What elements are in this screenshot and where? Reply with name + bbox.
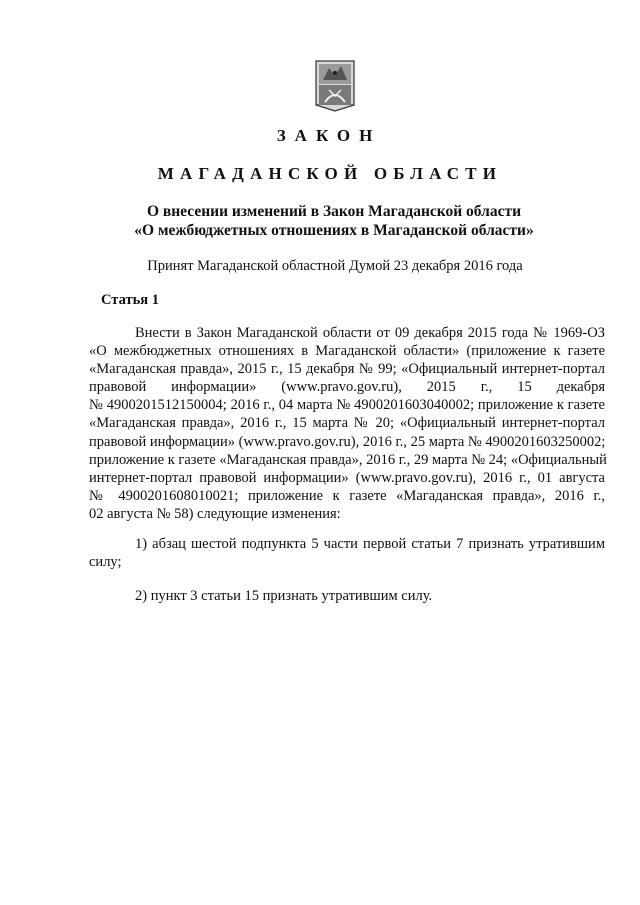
body-line: приложение к газете «Магаданская правда», 2016 г., 29 марта № 24; «Официальный	[89, 451, 607, 468]
body-line: «Магаданская правда», 2016 г., 15 марта № 20; «Официальный интернет-портал	[89, 415, 605, 432]
article-body	[89, 324, 605, 523]
amendment-item-2: 2) пункт 3 статьи 15 признать утратившим силу.	[135, 588, 433, 604]
body-line: правовой информации» (www.pravo.gov.ru), 2016 г., 25 марта № 4900201603250002;	[89, 433, 606, 450]
body-line: 02 августа № 58) следующие изменения:	[89, 505, 341, 522]
item-line: силу;	[89, 554, 122, 571]
subject-line: «О межбюджетных отношениях в Магаданской области»	[134, 222, 534, 239]
coat-of-arms-emblem	[315, 60, 355, 112]
item-line: 1) абзац шестой подпункта 5 части первой статьи 7 признать утратившим	[135, 536, 605, 552]
body-line: интернет-портал правовой информации» (www.pravo.gov.ru), 2016 г., 01 августа	[89, 469, 605, 486]
body-line: «Магаданская правда», 2015 г., 15 декабря № 99; «Официальный интернет-портал	[89, 361, 605, 378]
law-subject	[0, 202, 640, 240]
amendment-item-1	[89, 535, 605, 571]
coat-of-arms-icon	[315, 60, 355, 112]
law-title: ЗАКОН	[276, 126, 382, 145]
region-title: МАГАДАНСКОЙ ОБЛАСТИ	[157, 164, 503, 183]
body-line: № 4900201512150004; 2016 г., 04 марта № 4900201603040002; приложение к газете	[89, 397, 605, 414]
body-line: «О межбюджетных отношениях в Магаданской области» (приложение к газете	[89, 343, 605, 360]
body-line: № 4900201608010021; приложение к газете «Магаданская правда», 2016 г.,	[89, 487, 605, 504]
body-line: Внести в Закон Магаданской области от 09 декабря 2015 года № 1969-ОЗ	[135, 325, 605, 341]
subject-line: О внесении изменений в Закон Магаданской области	[146, 203, 522, 220]
article-heading: Статья 1	[101, 292, 159, 308]
body-line: правовой информации» (www.pravo.gov.ru), 2015 г., 15 декабря	[89, 379, 605, 396]
adoption-date: Принят Магаданской областной Думой 23 декабря 2016 года	[147, 258, 523, 274]
